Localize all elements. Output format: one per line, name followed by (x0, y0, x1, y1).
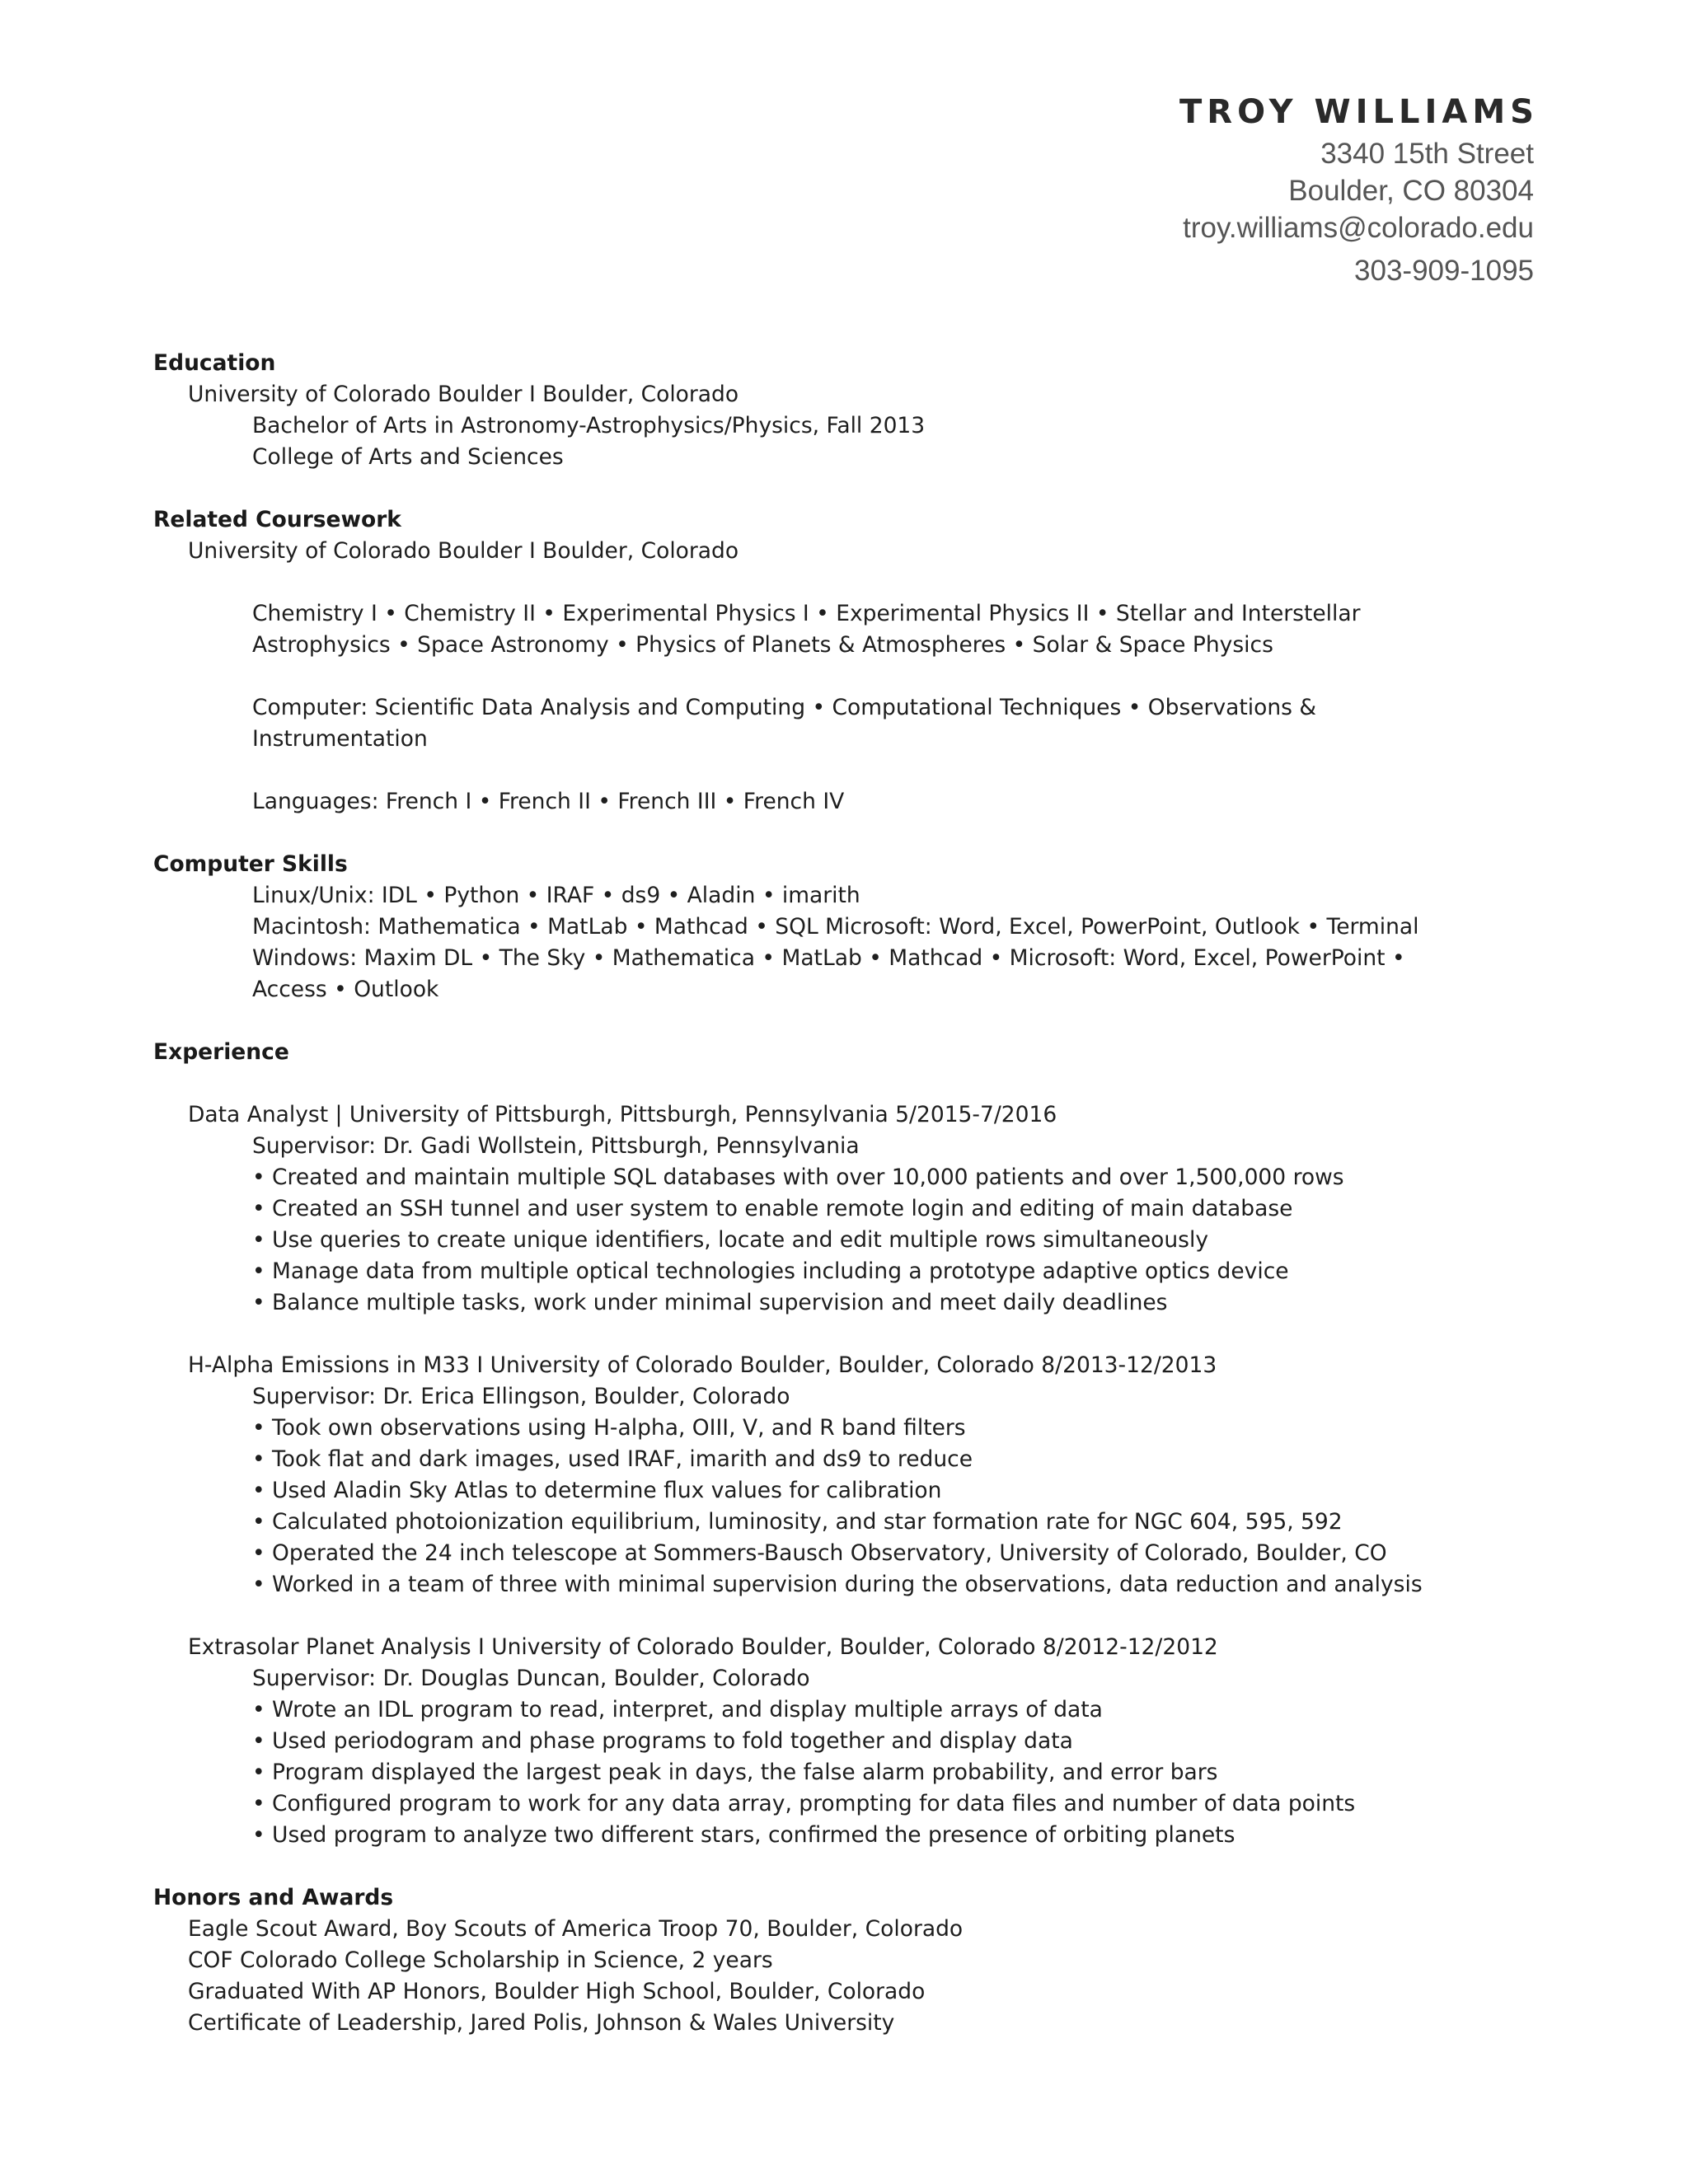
honor-item: Graduated With AP Honors, Boulder High School, Boulder, Colorado (188, 1979, 926, 2004)
coursework-computer-line: Instrumentation (252, 726, 428, 752)
experience-heading: Experience (153, 1039, 289, 1065)
honors-heading: Honors and Awards (153, 1885, 394, 1910)
education-degree: Bachelor of Arts in Astronomy-Astrophysics/Physics, Fall 2013 (252, 413, 926, 438)
job-title: H-Alpha Emissions in M33 I University of Colorado Boulder, Boulder, Colorado 8/2013-12/2013 (188, 1352, 1217, 1378)
skills-heading: Computer Skills (153, 851, 348, 877)
skills-linux: Linux/Unix: IDL • Python • IRAF • ds9 • Aladin • imarith (252, 883, 860, 908)
education-heading: Education (153, 350, 276, 376)
job-bullet: • Worked in a team of three with minimal supervision during the observations, data reduction and analysis (252, 1572, 1423, 1597)
coursework-school: University of Colorado Boulder I Boulder, Colorado (188, 538, 739, 564)
job-supervisor: Supervisor: Dr. Erica Ellingson, Boulder, Colorado (252, 1384, 790, 1409)
honor-item: Certificate of Leadership, Jared Polis, Johnson & Wales University (188, 2010, 895, 2036)
job-bullet: • Calculated photoionization equilibrium, luminosity, and star formation rate for NGC 604, 595, 592 (252, 1509, 1343, 1535)
job-bullet: • Used program to analyze two different stars, confirmed the presence of orbiting planets (252, 1822, 1236, 1848)
job-title: Data Analyst | University of Pittsburgh, Pittsburgh, Pennsylvania 5/2015-7/2016 (188, 1102, 1057, 1127)
street-address: 3340 15th Street (1320, 138, 1534, 170)
job-bullet: • Created and maintain multiple SQL databases with over 10,000 patients and over 1,500,000 rows (252, 1165, 1344, 1190)
job-supervisor: Supervisor: Dr. Douglas Duncan, Boulder, Colorado (252, 1666, 810, 1691)
honor-item: Eagle Scout Award, Boy Scouts of America Troop 70, Boulder, Colorado (188, 1916, 964, 1942)
job-bullet: • Balance multiple tasks, work under minimal supervision and meet daily deadlines (252, 1290, 1168, 1315)
coursework-languages: Languages: French I • French II • French III • French IV (252, 789, 845, 814)
job-bullet: • Created an SSH tunnel and user system to enable remote login and editing of main database (252, 1196, 1293, 1221)
email-address[interactable]: troy.williams@colorado.edu (1183, 212, 1534, 244)
coursework-computer-line: Computer: Scientific Data Analysis and Computing • Computational Techniques • Observations & (252, 695, 1317, 720)
honor-item: COF Colorado College Scholarship in Science, 2 years (188, 1947, 773, 1973)
coursework-science-line: Chemistry I • Chemistry II • Experimental Physics I • Experimental Physics II • Stellar and Interstellar (252, 601, 1361, 626)
job-bullet: • Operated the 24 inch telescope at Sommers-Bausch Observatory, University of Colorado, Boulder, CO (252, 1540, 1387, 1566)
skills-mac: Macintosh: Mathematica • MatLab • Mathcad • SQL Microsoft: Word, Excel, PowerPoint, Outlook • Terminal (252, 914, 1419, 940)
job-bullet: • Took flat and dark images, used IRAF, imarith and ds9 to reduce (252, 1446, 973, 1472)
job-bullet: • Configured program to work for any data array, prompting for data files and number of data points (252, 1791, 1356, 1816)
skills-windows: Access • Outlook (252, 977, 439, 1002)
job-bullet: • Use queries to create unique identifiers, locate and edit multiple rows simultaneously (252, 1227, 1209, 1253)
resume-body (153, 348, 1554, 2039)
education-college: College of Arts and Sciences (252, 444, 564, 470)
job-bullet: • Used periodogram and phase programs to fold together and display data (252, 1728, 1073, 1754)
coursework-heading: Related Coursework (153, 507, 401, 532)
job-bullet: • Program displayed the largest peak in days, the false alarm probability, and error bars (252, 1760, 1218, 1785)
skills-windows: Windows: Maxim DL • The Sky • Mathematica • MatLab • Mathcad • Microsoft: Word, Excel, PowerPoint • (252, 945, 1405, 971)
phone-number: 303-909-1095 (1354, 255, 1534, 287)
city-address: Boulder, CO 80304 (1288, 175, 1534, 207)
resume-header (1179, 89, 1539, 289)
job-supervisor: Supervisor: Dr. Gadi Wollstein, Pittsburgh, Pennsylvania (252, 1133, 860, 1159)
job-bullet: • Used Aladin Sky Atlas to determine flux values for calibration (252, 1478, 942, 1503)
job-bullet: • Wrote an IDL program to read, interpret, and display multiple arrays of data (252, 1697, 1103, 1722)
candidate-name: TROY WILLIAMS (1179, 93, 1539, 131)
job-title: Extrasolar Planet Analysis I University of Colorado Boulder, Boulder, Colorado 8/2012-12/2012 (188, 1634, 1218, 1660)
coursework-science-line: Astrophysics • Space Astronomy • Physics of Planets & Atmospheres • Solar & Space Physics (252, 632, 1273, 658)
job-bullet: • Took own observations using H-alpha, OIII, V, and R band filters (252, 1415, 966, 1441)
education-school: University of Colorado Boulder I Boulder, Colorado (188, 382, 739, 407)
job-bullet: • Manage data from multiple optical technologies including a prototype adaptive optics device (252, 1258, 1289, 1284)
